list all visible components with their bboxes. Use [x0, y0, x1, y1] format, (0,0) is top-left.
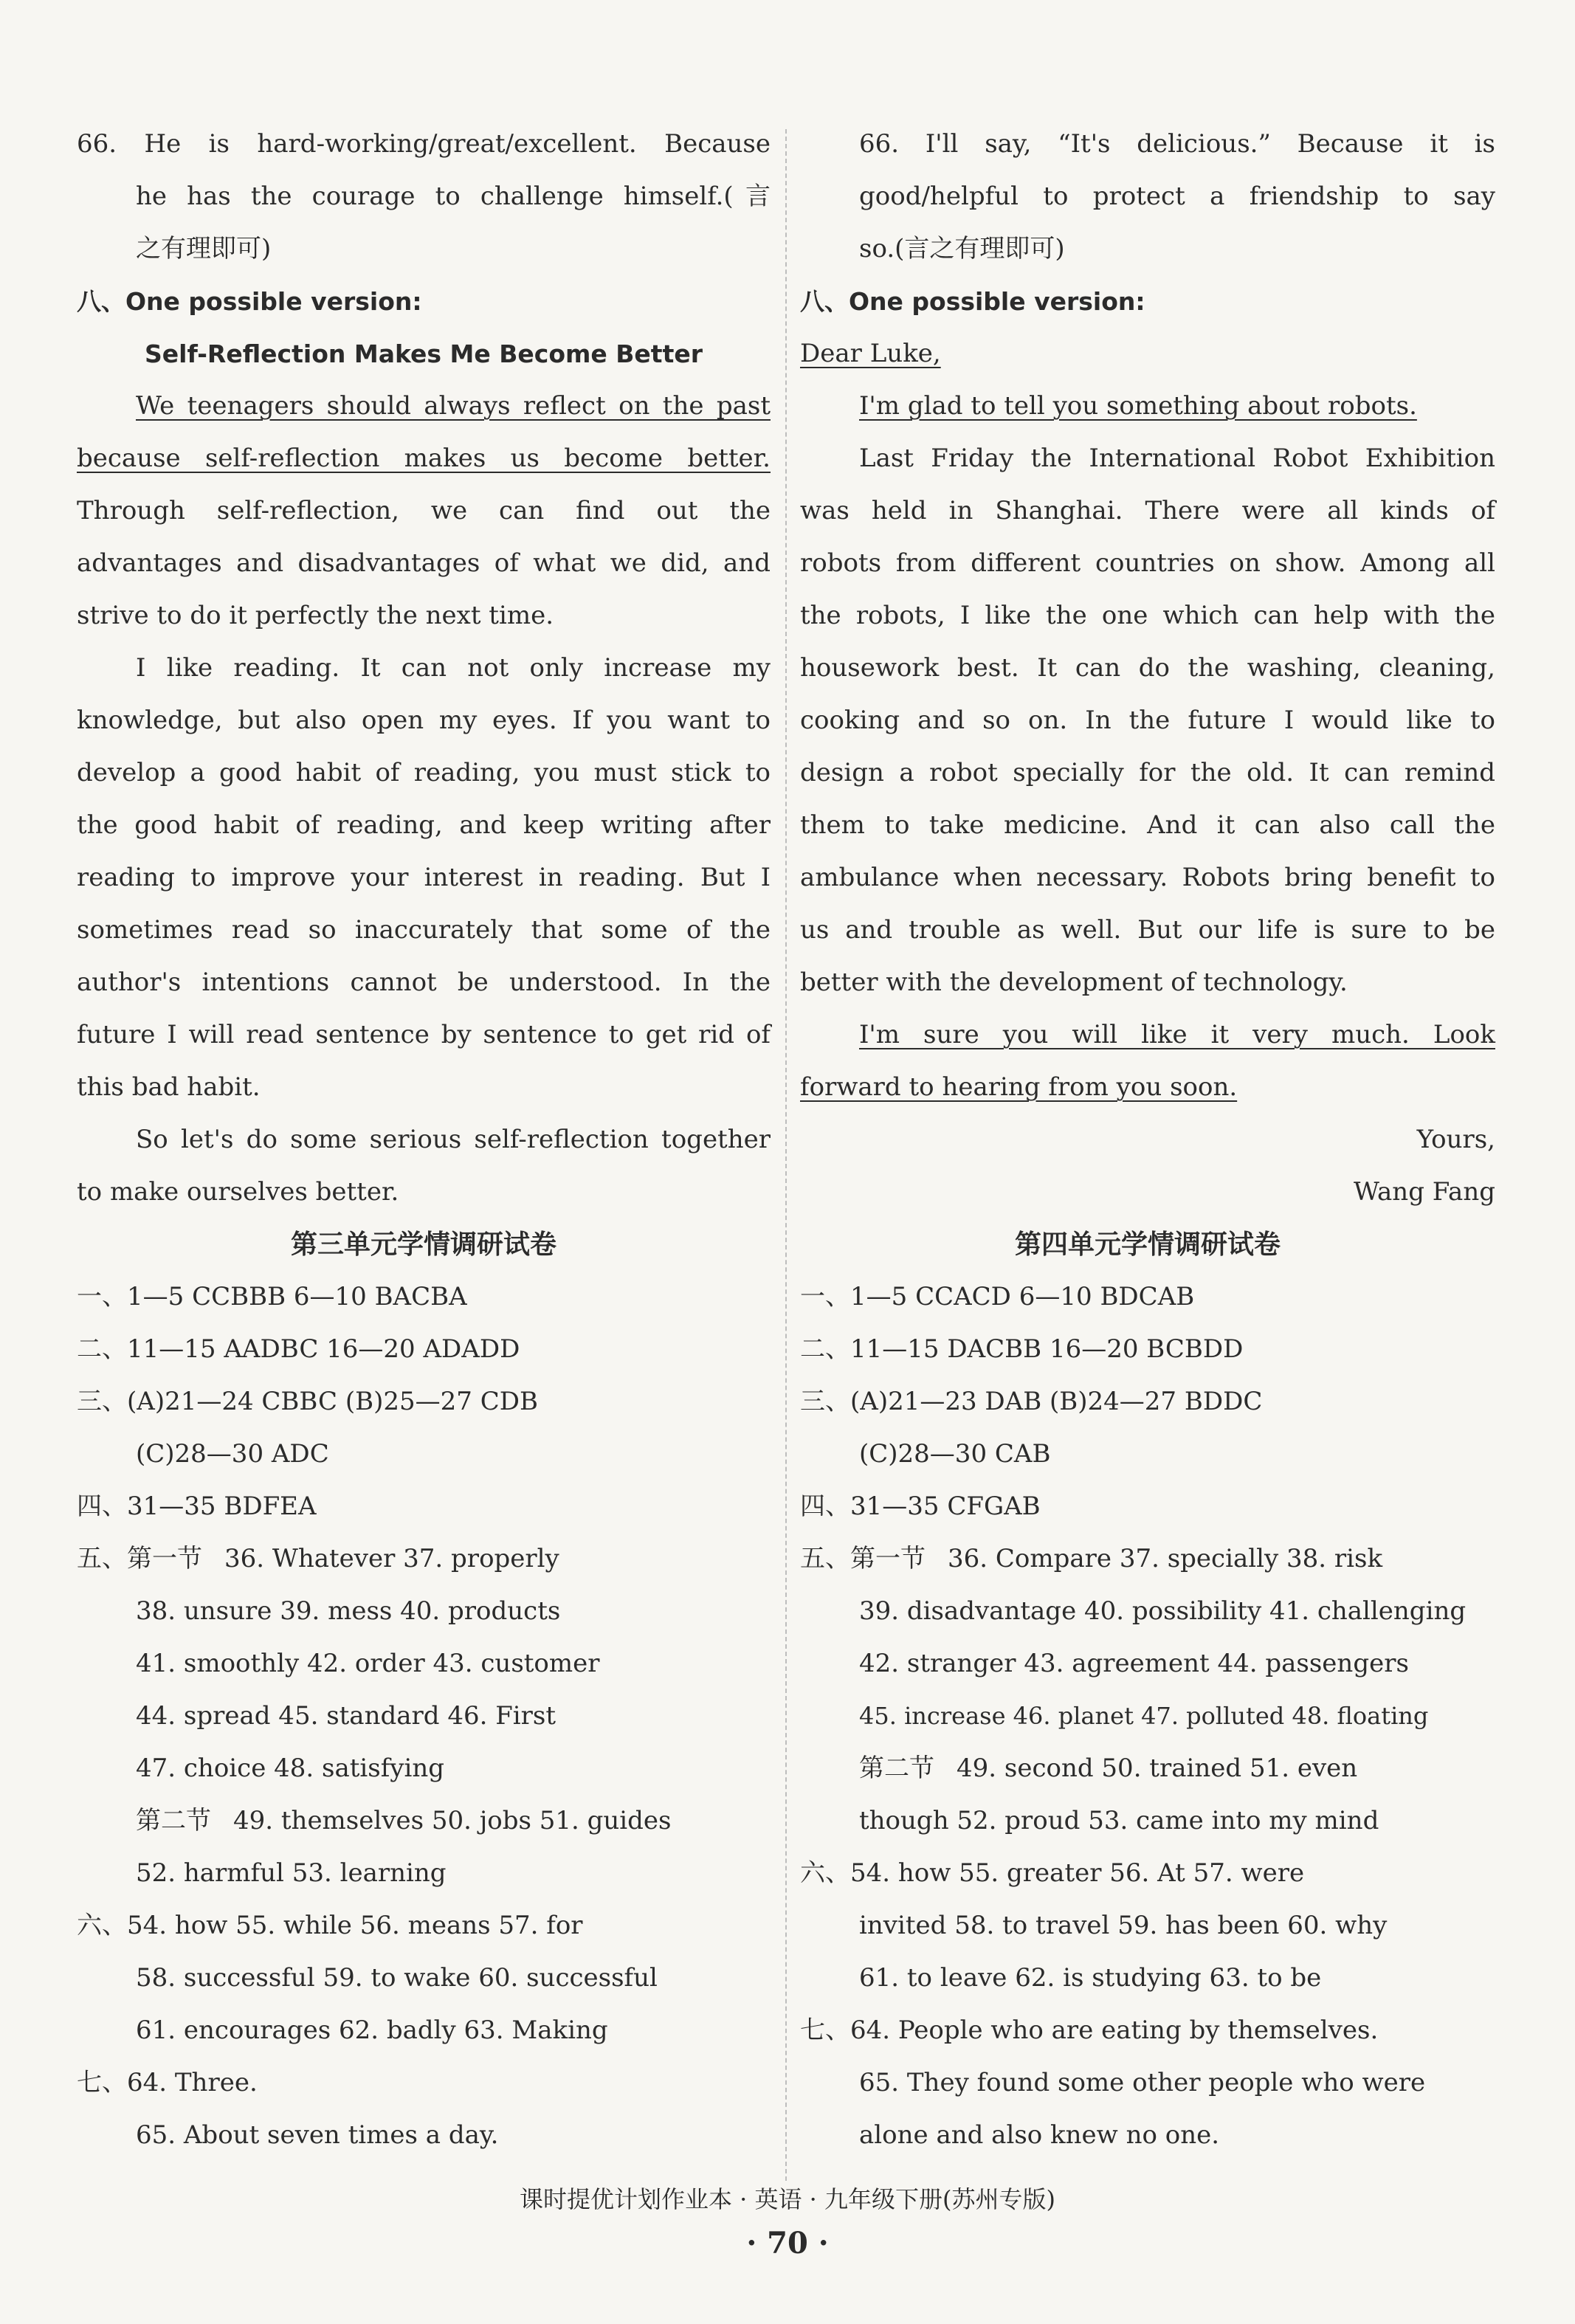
left-answer-part3b: (C)28—30 ADC [136, 1439, 329, 1469]
left-answer-part3a: 三、(A)21—24 CBBC (B)25—27 CDB [77, 1387, 538, 1416]
right-essay-line: design a robot specially for the old. It can remind [800, 758, 1495, 787]
left-essay-line: So let's do some serious self-reflection together [136, 1125, 771, 1154]
right-signature: Wang Fang [1354, 1177, 1495, 1207]
right-answer-part3b: (C)28—30 CAB [859, 1439, 1051, 1469]
right-part5-line4: 45. increase 46. planet 47. polluted 48. floating [859, 1702, 1429, 1730]
left-essay-line: reading to improve your interest in reading. But I [77, 863, 771, 892]
left-q66-line3: 之有理即可) [136, 234, 272, 263]
right-answer-part2: 二、11—15 DACBB 16—20 BCBDD [800, 1334, 1244, 1364]
right-essay-line: them to take medicine. And it can also call the [800, 810, 1495, 840]
right-part7-line3: alone and also knew no one. [859, 2120, 1220, 2150]
left-essay-line: because self-reflection makes us become better. [77, 444, 771, 473]
left-essay-line: sometimes read so inaccurately that some of the [77, 915, 771, 945]
right-section-title: 第四单元学情调研试卷 [1014, 1230, 1281, 1260]
right-q66-line3: so.(言之有理即可) [859, 234, 1065, 263]
right-part7-line1: 64. People who are eating by themselves. [850, 2016, 1379, 2045]
left-answer-part1: 一、1—5 CCBBB 6—10 BACBA [77, 1282, 467, 1311]
left-essay-line: develop a good habit of reading, you must stick to [77, 758, 771, 787]
right-essay-line: was held in Shanghai. There were all kinds of [800, 496, 1495, 525]
left-part5-line1: 36. Whatever 37. properly [224, 1544, 559, 1573]
right-column [800, 118, 1495, 2162]
left-essay-line: the good habit of reading, and keep writing after [77, 810, 771, 840]
left-essay-line: I like reading. It can not only increase my [136, 653, 771, 683]
right-answer-part4: 四、31—35 CFGAB [800, 1492, 1041, 1521]
column-divider [785, 129, 787, 2181]
left-part7-line2: 65. About seven times a day. [136, 2120, 499, 2150]
right-essay-line: better with the development of technology. [800, 968, 1348, 997]
right-answer-part3a: 三、(A)21—23 DAB (B)24—27 BDDC [800, 1387, 1263, 1416]
left-essay-line: to make ourselves better. [77, 1177, 399, 1207]
right-essay-label: 八、One possible version: [800, 287, 1145, 316]
right-part5-line6: though 52. proud 53. came into my mind [859, 1806, 1379, 1835]
right-essay-line: forward to hearing from you soon. [800, 1072, 1238, 1102]
right-part5-line3: 42. stranger 43. agreement 44. passengers [859, 1649, 1409, 1678]
right-answer-part1: 一、1—5 CCACD 6—10 BDCAB [800, 1282, 1195, 1311]
right-q66-line2: good/helpful to protect a friendship to say [859, 182, 1495, 211]
left-essay-line: knowledge, but also open my eyes. If you want to [77, 706, 771, 735]
left-section-title: 第三单元学情调研试卷 [290, 1230, 556, 1260]
right-essay-line: I'm glad to tell you something about robots. [859, 391, 1417, 421]
right-part5-sub-label: 第二节 [859, 1754, 934, 1783]
left-part5-line5: 47. choice 48. satisfying [136, 1754, 445, 1783]
left-part5-label: 五、第一节 [77, 1544, 202, 1573]
left-essay-line: strive to do it perfectly the next time. [77, 601, 554, 630]
left-essay-title: Self-Reflection Makes Me Become Better [144, 339, 703, 368]
left-essay-line: author's intentions cannot be understood. In the [77, 968, 771, 997]
left-part7-label: 七、 [77, 2068, 127, 2097]
right-essay-line: cooking and so on. In the future I would like to [800, 706, 1495, 735]
right-essay-line: the robots, I like the one which can help with the [800, 601, 1495, 630]
right-essay-line: robots from different countries on show. Among all [800, 548, 1495, 578]
right-part6-label: 六、 [800, 1858, 850, 1888]
left-part7-line1: 64. Three. [127, 2068, 258, 2097]
right-part6-line1: 54. how 55. greater 56. At 57. were [850, 1858, 1305, 1888]
left-part6-line3: 61. encourages 62. badly 63. Making [136, 2016, 608, 2045]
left-part5-line3: 41. smoothly 42. order 43. customer [136, 1649, 600, 1678]
left-part5-line6: 49. themselves 50. jobs 51. guides [233, 1806, 672, 1835]
left-part5-line2: 38. unsure 39. mess 40. products [136, 1596, 561, 1626]
left-q66-line2: he has the courage to challenge himself.(言 [136, 182, 771, 211]
right-part5-line2: 39. disadvantage 40. possibility 41. challenging [859, 1596, 1467, 1626]
right-part7-label: 七、 [800, 2016, 850, 2045]
left-part5-sub-label: 第二节 [136, 1806, 211, 1835]
right-part6-line3: 61. to leave 62. is studying 63. to be [859, 1963, 1322, 1993]
left-answer-part4: 四、31—35 BDFEA [77, 1492, 317, 1521]
right-essay-line: housework best. It can do the washing, cleaning, [800, 653, 1495, 683]
left-part6-line2: 58. successful 59. to wake 60. successful [136, 1963, 658, 1993]
left-column [77, 118, 771, 2162]
right-essay-line: ambulance when necessary. Robots bring benefit to [800, 863, 1495, 892]
right-q66-line1: 66. I'll say, “It's delicious.” Because it is [859, 129, 1495, 159]
right-part7-line2: 65. They found some other people who were [859, 2068, 1426, 2097]
left-answer-part2: 二、11—15 AADBC 16—20 ADADD [77, 1334, 520, 1364]
left-essay-line: Through self-reflection, we can find out the [77, 496, 771, 525]
left-part6-label: 六、 [77, 1911, 127, 1940]
left-essay-line: We teenagers should always reflect on the past [136, 391, 771, 421]
left-essay-line: advantages and disadvantages of what we did, and [77, 548, 771, 578]
right-part5-label: 五、第一节 [800, 1544, 926, 1573]
left-part6-line1: 54. how 55. while 56. means 57. for [127, 1911, 583, 1940]
left-essay-line: future I will read sentence by sentence to get rid of [77, 1020, 771, 1049]
right-closing: Yours, [1416, 1125, 1495, 1154]
right-essay-line: I'm sure you will like it very much. Look [859, 1020, 1495, 1049]
left-q66-line1: 66. He is hard-working/great/excellent. Because [77, 129, 771, 159]
left-part5-line4: 44. spread 45. standard 46. First [136, 1701, 556, 1731]
book-footer: 课时提优计划作业本 · 英语 · 九年级下册(苏州专版) [519, 2185, 1055, 2213]
left-essay-line: this bad habit. [77, 1072, 261, 1102]
right-part6-line2: invited 58. to travel 59. has been 60. why [859, 1911, 1388, 1940]
page-number: · 70 · [746, 2226, 829, 2261]
right-essay-line: us and trouble as well. But our life is sure to be [800, 915, 1495, 945]
right-salutation: Dear Luke, [800, 339, 941, 368]
left-part5-line7: 52. harmful 53. learning [136, 1858, 447, 1888]
right-essay-line: Last Friday the International Robot Exhibition [859, 444, 1495, 473]
right-part5-line1: 36. Compare 37. specially 38. risk [948, 1544, 1383, 1573]
right-part5-line5: 49. second 50. trained 51. even [957, 1754, 1358, 1783]
left-essay-label: 八、One possible version: [77, 287, 422, 316]
